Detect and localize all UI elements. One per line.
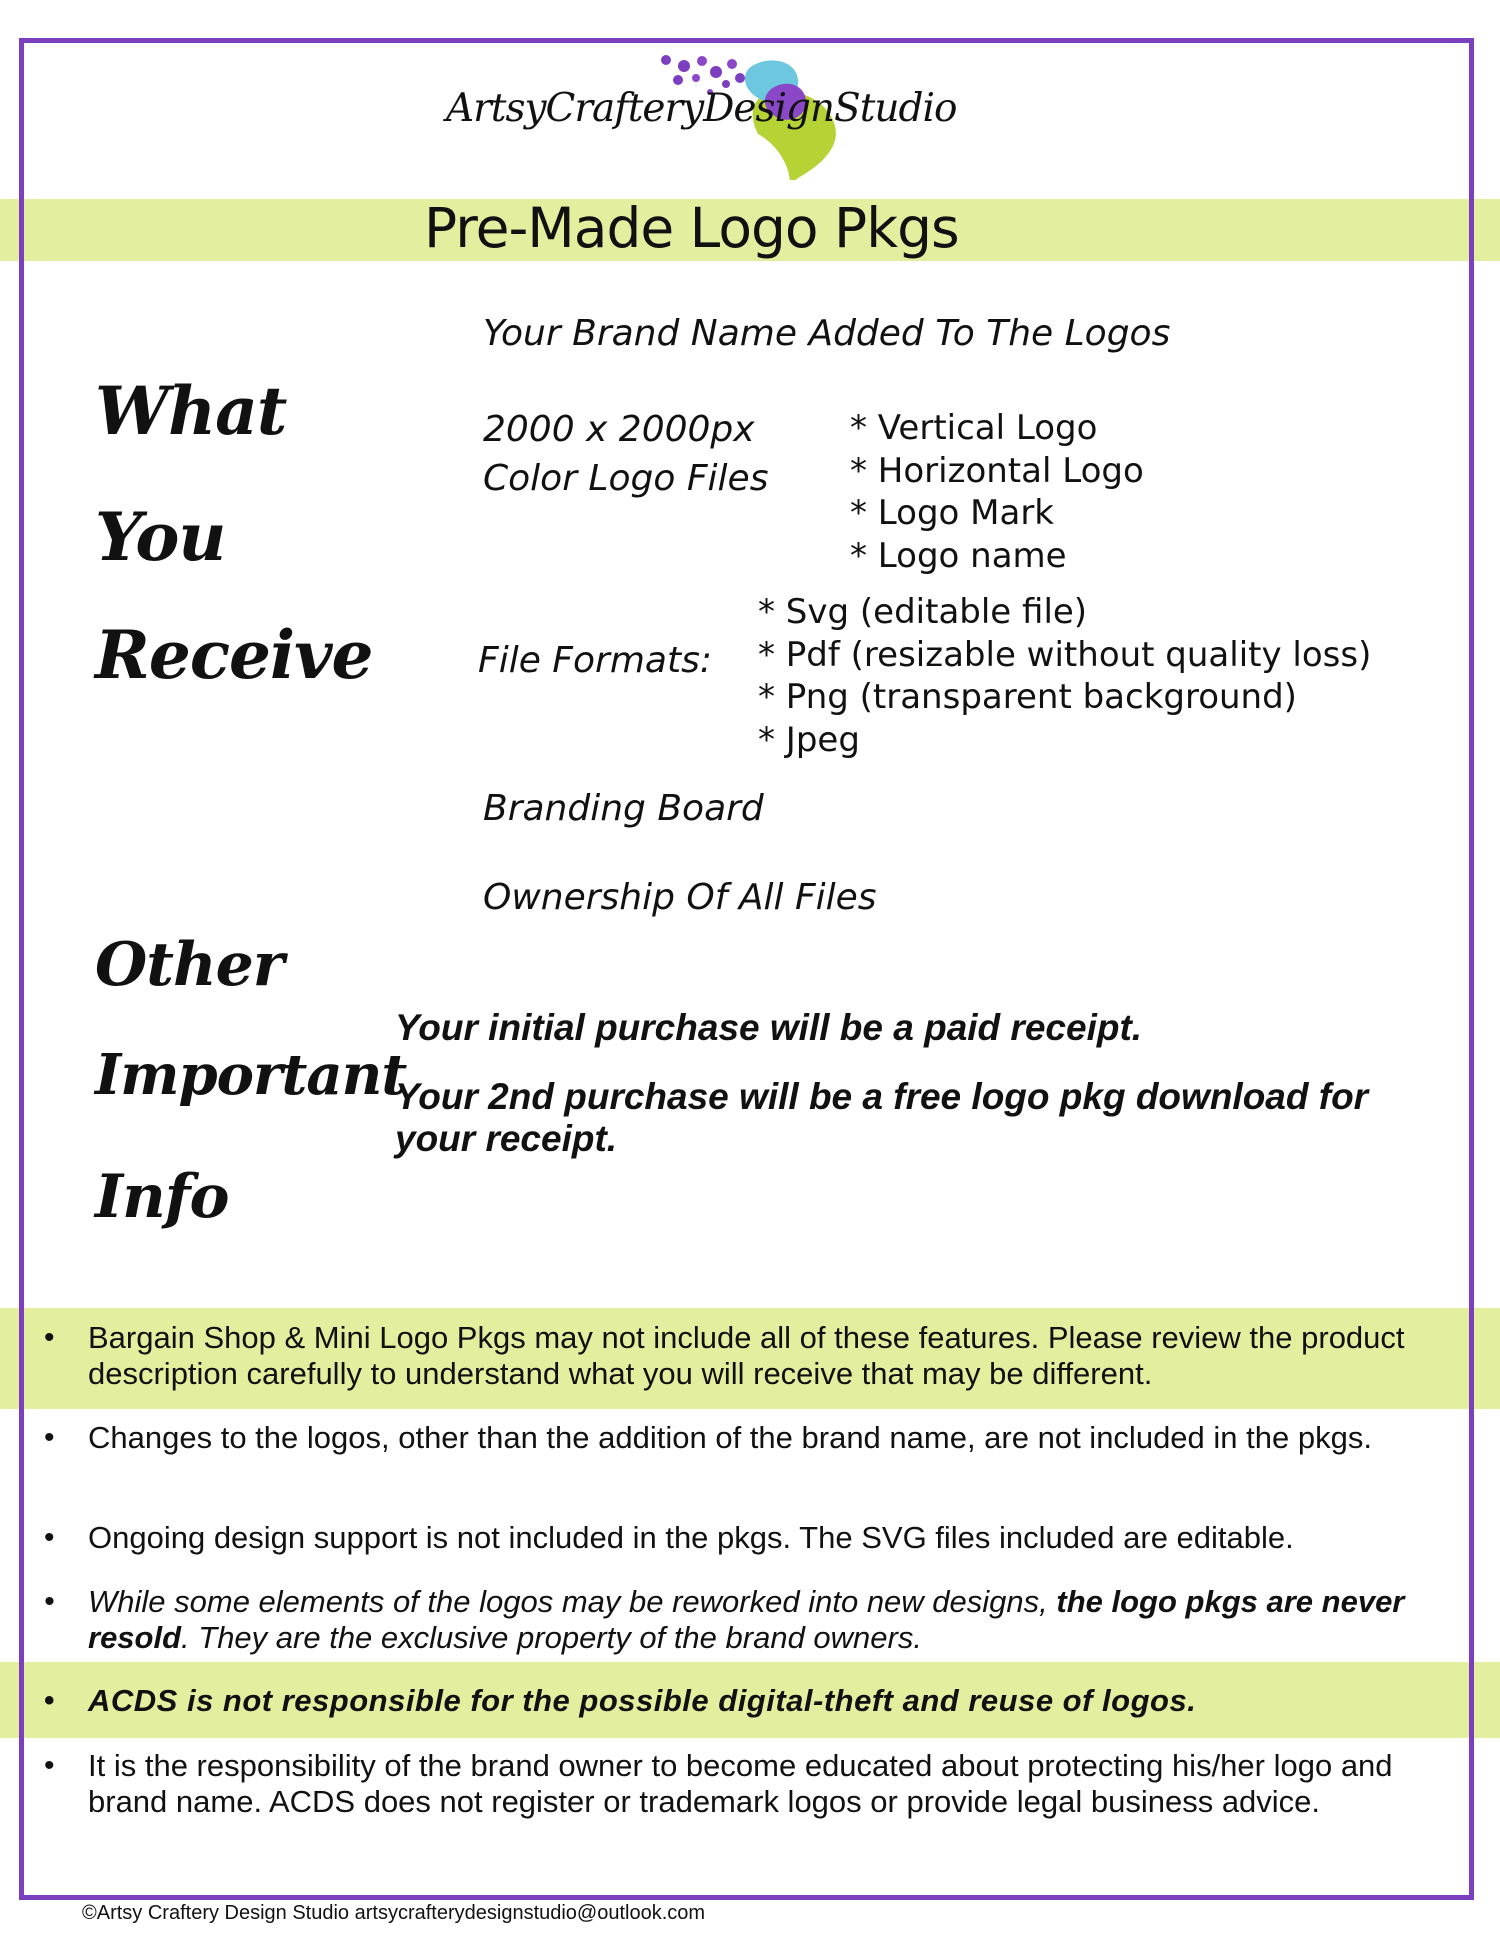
- note-text: It is the responsibility of the brand owner to become educated about protecting his/her logo and brand name. ACDS does not register or trademark logos or provide legal business advice.: [88, 1748, 1393, 1819]
- format-pdf: * Pdf (resizable without quality loss): [758, 635, 1372, 675]
- heading-other: Other: [95, 930, 284, 1000]
- note-text: [88, 1584, 1458, 1656]
- size-line-2: Color Logo Files: [483, 458, 769, 499]
- bullet: •: [44, 1421, 55, 1454]
- brand-logo-text: ArtsyCrafteryDesignStudio: [446, 86, 957, 131]
- heading-what: What: [95, 372, 287, 450]
- note-text-part: While some elements of the logos may be reworked into new designs,: [88, 1584, 1057, 1619]
- heading-receive: Receive: [95, 616, 373, 694]
- logo-type-vertical: * Vertical Logo: [850, 408, 1098, 448]
- heading-info: Info: [95, 1162, 229, 1232]
- note-text-emphasis: the logo pkgs are never resold: [88, 1584, 1405, 1655]
- branding-board-line: Branding Board: [483, 788, 764, 829]
- note-text: Ongoing design support is not included in the pkgs. The SVG files included are editable.: [88, 1520, 1294, 1555]
- format-svg: * Svg (editable file): [758, 592, 1088, 632]
- page-title: Pre-Made Logo Pkgs: [424, 196, 959, 260]
- logo-type-mark: * Logo Mark: [850, 493, 1054, 533]
- formats-label: File Formats:: [478, 640, 712, 681]
- heading-important: Important: [95, 1042, 407, 1108]
- important-line-1: Your initial purchase will be a paid receipt.: [395, 1007, 1143, 1048]
- bullet: •: [44, 1585, 55, 1618]
- bullet: •: [44, 1749, 55, 1782]
- bullet: •: [44, 1321, 55, 1354]
- bullet: •: [44, 1521, 55, 1554]
- format-png: * Png (transparent background): [758, 677, 1297, 717]
- footer-copyright: ©Artsy Craftery Design Studio artsycrafterydesignstudio@outlook.com: [82, 1902, 706, 1924]
- size-line-1: 2000 x 2000px: [483, 409, 755, 450]
- important-line-2b: your receipt.: [395, 1118, 618, 1159]
- important-line-2a: Your 2nd purchase will be a free logo pkg download for: [395, 1076, 1369, 1117]
- heading-you: You: [95, 498, 226, 576]
- ownership-line: Ownership Of All Files: [483, 877, 877, 918]
- logo-type-horizontal: * Horizontal Logo: [850, 451, 1144, 491]
- bullet: •: [44, 1684, 55, 1717]
- note-text: Changes to the logos, other than the addition of the brand name, are not included in the pkgs.: [88, 1420, 1372, 1455]
- brand-name-line: Your Brand Name Added To The Logos: [483, 313, 1171, 354]
- note-text: Bargain Shop & Mini Logo Pkgs may not include all of these features. Please review the product description carefully to understand what you will receive that may be different.: [88, 1320, 1405, 1391]
- note-text: ACDS is not responsible for the possible digital-theft and reuse of logos.: [88, 1683, 1197, 1718]
- brand-logo: [440, 52, 1000, 180]
- logo-type-name: * Logo name: [850, 536, 1067, 576]
- format-jpeg: * Jpeg: [758, 720, 860, 760]
- note-text-part: . They are the exclusive property of the brand owners.: [181, 1620, 922, 1655]
